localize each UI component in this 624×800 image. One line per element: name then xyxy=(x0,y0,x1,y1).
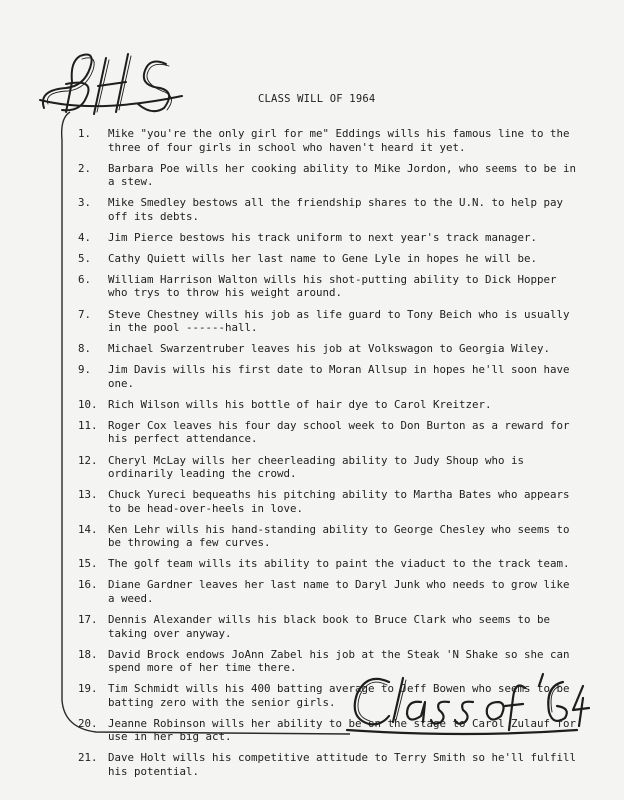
will-text: Barbara Poe wills her cooking ability to Mike Jordon, who seems to be in a stew. xyxy=(108,161,577,189)
will-text: William Harrison Walton wills his shot-putting ability to Dick Hopper who trys to throw his weight around. xyxy=(108,272,557,300)
will-text: Cheryl McLay wills her cheerleading ability to Judy Shoup who is ordinarily leading the crowd. xyxy=(108,453,525,481)
will-number: 11. xyxy=(78,418,98,432)
will-number: 20. xyxy=(78,716,98,730)
will-number: 17. xyxy=(78,613,98,626)
will-text: Diane Gardner leaves her last name to Daryl Junk who needs to grow like a weed. xyxy=(108,578,570,605)
will-item xyxy=(78,127,578,154)
will-number: 1. xyxy=(78,127,92,140)
will-item xyxy=(78,162,578,189)
will-text: Mike Smedley bestows all the friendship shares to the U.N. to help pay off its debts. xyxy=(108,196,564,223)
will-text: Chuck Yureci bequeaths his pitching ability to Martha Bates who appears to be head-over-heels in love. xyxy=(108,488,570,515)
will-item xyxy=(78,419,578,446)
will-item xyxy=(78,273,578,300)
will-number: 4. xyxy=(78,230,92,244)
will-item xyxy=(78,252,578,266)
will-item xyxy=(78,398,578,412)
will-item xyxy=(78,196,578,223)
will-text: Jim Davis wills his first date to Moran Allsup in hopes he'll soon have one. xyxy=(108,363,570,390)
will-item xyxy=(78,488,578,515)
will-text: Michael Swarzentruber leaves his job at Volkswagon to Georgia Wiley. xyxy=(108,342,551,356)
bhs-logo xyxy=(36,42,186,122)
will-number: 2. xyxy=(78,161,92,175)
will-number: 10. xyxy=(78,397,98,411)
will-text: Rich Wilson wills his bottle of hair dye to Carol Kreitzer. xyxy=(108,397,492,411)
will-item xyxy=(78,363,578,390)
will-number: 19. xyxy=(78,682,98,696)
will-number: 21. xyxy=(78,751,98,765)
will-number: 5. xyxy=(78,251,92,265)
class-of-64-signature xyxy=(345,668,590,738)
will-text: Mike "you're the only girl for me" Eddings wills his famous line to the three of four girls in school who haven't heard it yet. xyxy=(108,127,570,154)
will-item xyxy=(78,342,578,356)
will-item xyxy=(78,523,578,550)
will-number: 16. xyxy=(78,578,98,592)
will-number: 8. xyxy=(78,342,92,356)
will-item xyxy=(78,454,578,481)
will-number: 14. xyxy=(78,522,98,536)
will-item xyxy=(78,308,578,335)
will-text: Tim Schmidt wills his 400 batting average to Jeff Bowen who seems to be batting zero with the senior girls. xyxy=(108,682,570,709)
will-text: Cathy Quiett wills her last name to Gene Lyle in hopes he will be. xyxy=(108,251,538,265)
will-number: 12. xyxy=(78,453,98,467)
will-item xyxy=(78,578,578,605)
will-text: Jim Pierce bestows his track uniform to next year's track manager. xyxy=(108,230,538,244)
will-number: 15. xyxy=(78,557,98,571)
will-number: 6. xyxy=(78,272,92,286)
will-text: Steve Chestney wills his job as life guard to Tony Beich who is usually in the pool ------hall. xyxy=(108,307,570,335)
will-item xyxy=(78,751,578,778)
will-item xyxy=(78,613,578,640)
page-title: CLASS WILL OF 1964 xyxy=(258,93,376,105)
will-text: Dennis Alexander wills his black book to Bruce Clark who seems to be taking over anyway. xyxy=(108,613,551,640)
will-text: Roger Cox leaves his four day school week to Don Burton as a reward for his perfect attendance. xyxy=(108,418,570,446)
will-text: Dave Holt wills his competitive attitude to Terry Smith so he'll fulfill his potential. xyxy=(108,751,577,778)
will-text: The golf team wills its ability to paint the viaduct to the track team. xyxy=(108,557,570,571)
will-text: David Brock endows JoAnn Zabel his job at the Steak 'N Shake so she can spend more of her time there. xyxy=(108,647,570,675)
will-number: 3. xyxy=(78,196,92,210)
will-number: 18. xyxy=(78,647,98,661)
will-item xyxy=(78,557,578,571)
will-number: 9. xyxy=(78,363,92,377)
will-number: 7. xyxy=(78,307,92,321)
will-number: 13. xyxy=(78,488,98,502)
will-text: Ken Lehr wills his hand-standing ability to George Chesley who seems to be throwing a few curves. xyxy=(108,522,570,550)
will-item xyxy=(78,231,578,245)
will-text: Jeanne Robinson wills her ability to be on the stage to Carol Zulauf for use in her big act. xyxy=(108,716,577,744)
